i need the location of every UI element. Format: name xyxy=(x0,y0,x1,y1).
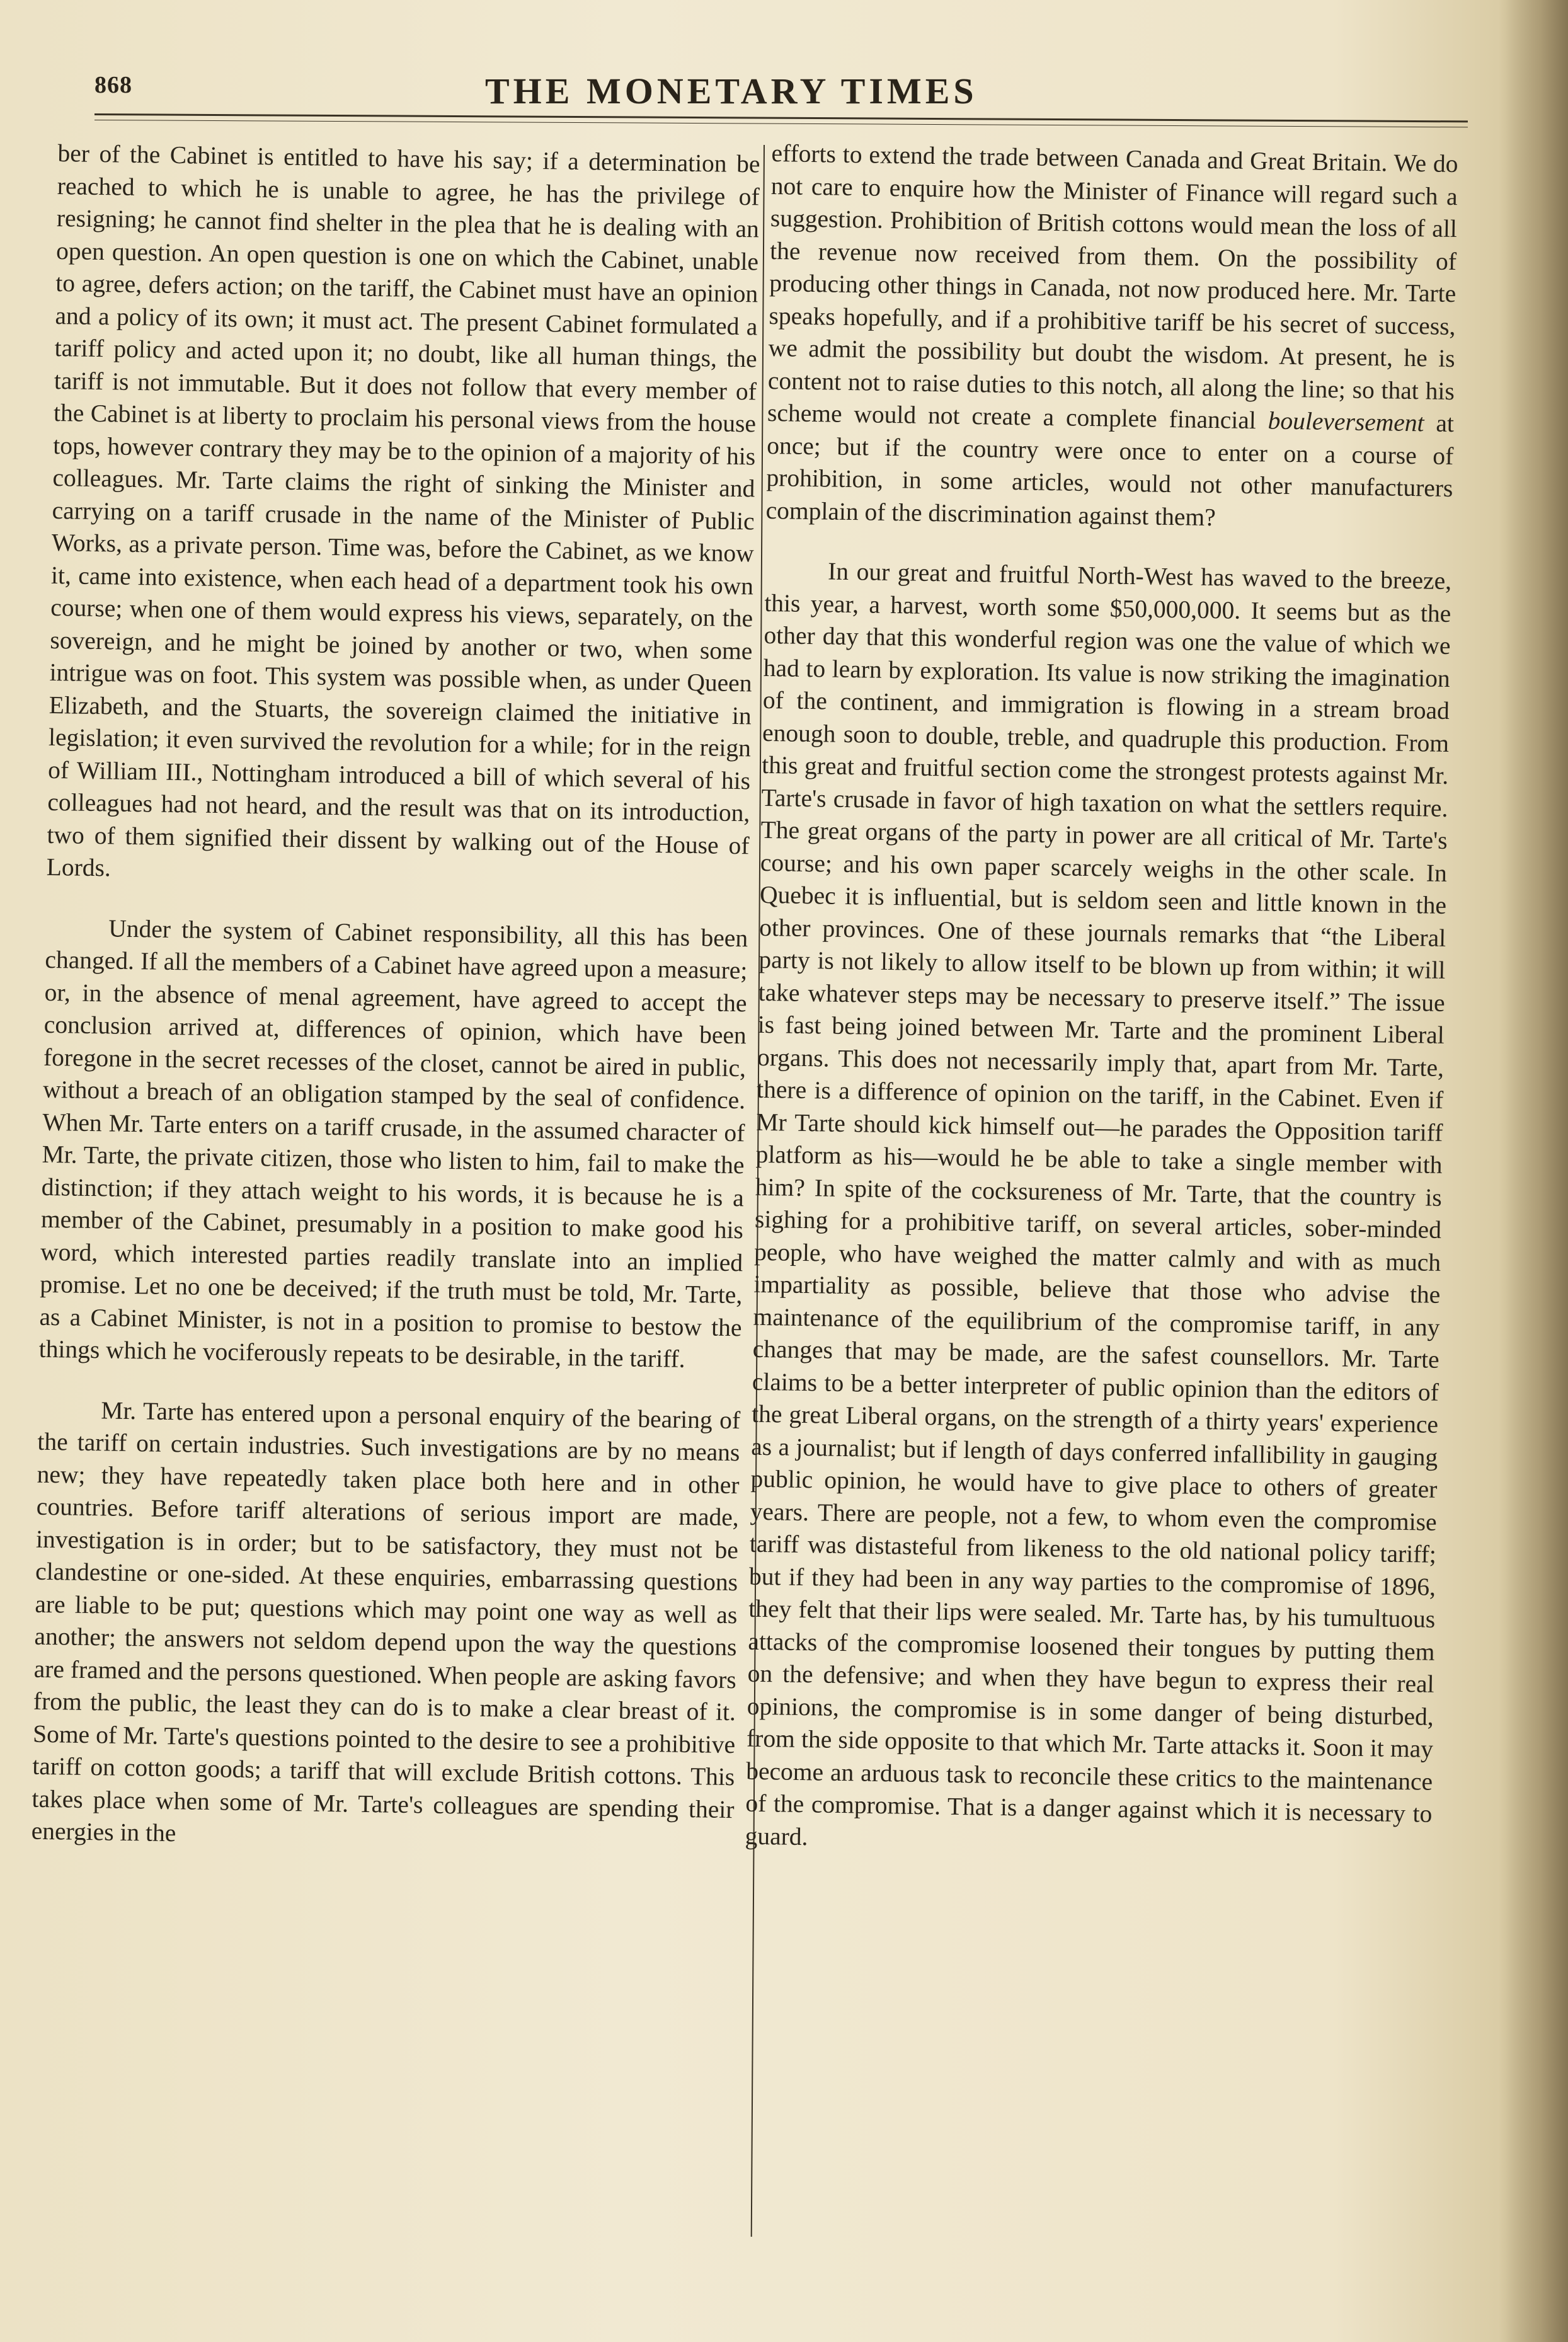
page-gutter-shadow xyxy=(1499,0,1568,2342)
publication-title: THE MONETARY TIMES xyxy=(485,71,978,112)
right-paragraph-2: In our great and fruitful North-West has waved to the breeze, this year, a harvest, worth some $50,000,000. It seems but as the other day that this wonderful region was one the value of which we had to learn by exploration. Its value is now striking the imagination of the continent, and immigration is flowing in a stream broad enough soon to double, treble, and quadruple this production. From this great and fruitful section come the strongest protests against Mr. Tarte's crusade in favor of high taxation on what the settlers require. The great organs of the party in power are all critical of Mr. Tarte's course; and his own paper scarcely weighs in the other scale. In Quebec it is influential, but is seldom seen and little known in the other provinces. One of these journals remarks that “the Liberal party is not likely to allow itself to be blown up from within; it will take whatever steps may be necessary to preserve itself.” The issue is fast being joined between Mr. Tarte and the prominent Liberal organs. This does not necessarily imply that, apart from Mr. Tarte, there is a difference of opinion on the tariff, in the Cabinet. Even if Mr Tarte should kick himself out—he parades the Opposition tariff platform as his—would he be able to take a single member with him? In spite of the cocksureness of Mr. Tarte, that the country is sighing for a prohibitive tariff, on several articles, sober-minded people, who have weighed the matter calmly and with as much impartiality as possible, believe that those who advise the maintenance of the equilibrium of the compromise tariff, in any changes that may be made, are the safest counsellors. Mr. Tarte claims to be a better interpreter of public opinion than the editors of the great Liberal organs, on the strength of a thirty years' experience as a journalist; but if length of days conferred infallibility in gauging public opinion, he would have to give place to others of greater years. There are people, not a few, to whom even the compromise tariff was distasteful from likeness to the old national policy tariff; but if they had been in any way parties to the compromise of 1896, they felt that their lips were sealed. Mr. Tarte has, by his tumultuous attacks of the compromise loosened their tongues by putting them on the defensive; and when they have begun to express their real opinions, the compromise is in some danger of being disturbed, from the side opposite to that which Mr. Tarte attacks it. Soon it may become an arduous task to reconcile these critics to the maintenance of the compromise. That is a danger against which it is necessary to guard. xyxy=(745,557,1452,1851)
right-paragraph-1-italic: bouleversement xyxy=(1268,406,1424,437)
left-paragraph-1: ber of the Cabinet is entitled to have his say; if a determination be reached to which he is unable to agree, he has the privilege of resigning; he cannot find shelter in the plea that he is dealing with an open question. An open question is one on which the Cabinet, unable to agree, defers action; on the tariff, the Cabinet must have an opinion and a policy of its own; it must act. The present Cabinet formulated a tariff policy and acted upon it; no doubt, like all human things, the tariff is not immutable. But it does not follow that every member of the Cabinet is at liberty to proclaim his personal views from the house tops, however contrary they may be to the opinion of a majority of his colleagues. Mr. Tarte claims the right of sinking the Minister and carrying on a tariff crusade in the name of the Minister of Public Works, as a private person. Time was, before the Cabinet, as we know it, came into existence, when each head of a department took his own course; when one of them would express his views, separately, on the sovereign, and he might be joined by another or two, when some intrigue was on foot. This system was possible when, as under Queen Elizabeth, and the Stuarts, the sovereign claimed the initiative in legislation; it even survived the revolution for a while; for in the reign of William III., Nottingham introduced a bill of which several of his colleagues had not heard, and the result was that on its introduction, two of them signified their dissent by walking out of the House of Lords. xyxy=(46,139,760,882)
left-paragraph-2: Under the system of Cabinet responsibility, all this has been changed. If all the members of a Cabinet have agreed upon a measure; or, in the absence of menal agreement, have agreed to accept the conclusion arrived at, differences of opinion, which have been foregone in the secret recesses of the closet, cannot be aired in public, without a breach of an obligation stamped by the seal of confidence. When Mr. Tarte enters on a tariff crusade, in the assumed character of Mr. Tarte, the private citizen, those who listen to him, fail to make the distinction; if they attach weight to his words, it is because he is a member of the Cabinet, presumably in a position to make good his word, which interested parties readily translate into an implied promise. Let no one be deceived; if the truth must be told, Mr. Tarte, as a Cabinet Minister, is not in a position to promise to bestow the things which he vociferously repeats to be desirable, in the tariff. xyxy=(38,914,748,1373)
left-paragraph-3: Mr. Tarte has entered upon a personal enquiry of the bearing of the tariff on certain industries. Such investigations are by no means new; they have repeatedly taken place both here and in other countries. Before tariff alterations of serious import are made, investigation is in order; but to be satisfactory, they must not be clandestine or one-sided. At these enquiries, embarrassing questions are liable to be put; questions which may point one way as well as another; the answers not seldom depend upon the way the questions are framed and the persons questioned. When people are asking favors from the public, the least they can do is to make a clear breast of it. Some of Mr. Tarte's questions pointed to the desire to see a prohibitive tariff on cotton goods; a tariff that will exclude British cottons. This takes place when some of Mr. Tarte's colleagues are spending their energies in the xyxy=(31,1396,741,1847)
left-column xyxy=(25,137,760,2253)
right-paragraph-1-text-a: efforts to extend the trade between Canada and Great Britain. We do not care to enquire how the Minister of Finance will regard such a suggestion. Prohibition of British cottons would mean the loss of all the revenue now received from them. On the possibility of producing other things in Canada, not now produced here. Mr. Tarte speaks hopefully, and if a prohibitive tariff be his secret of success, we admit the possibility but doubt the wisdom. At present, he is content not to raise duties to this notch, all along the line; so that his scheme would not create a complete financial xyxy=(767,139,1458,435)
right-column xyxy=(739,137,1458,2253)
page-header xyxy=(94,60,1468,135)
right-paragraph-1 xyxy=(765,137,1458,537)
right-paragraph-1-text-b: at once; but if the country were once to enter on a course of prohibition, in some articles, would not other manufacturers complain of the discrimination against them? xyxy=(765,409,1455,531)
page-number: 868 xyxy=(94,72,132,98)
